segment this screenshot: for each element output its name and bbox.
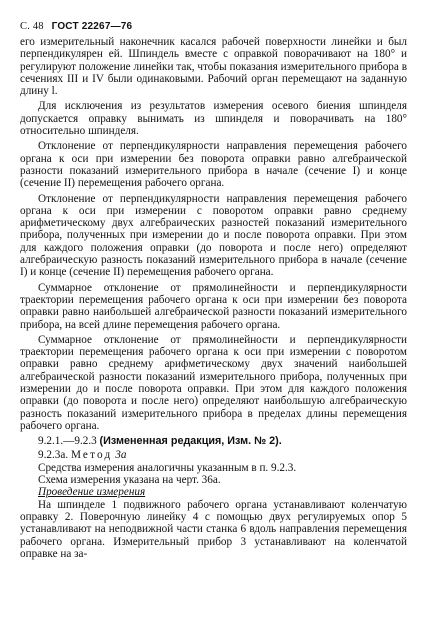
paragraph-4: Отклонение от перпендикулярности направления перемещения рабочего органа к оси при измерении с поворотом оправки равно среднему арифметическому двух алгебраических разностей показаний измерительного прибора, полученных при измерении до и после поворота оправки. При этом для каждого положения оправки (до поворота и после него) определяют алгебраическую разность показаний измерительного прибора в начале (сечение I) и конце (сечение II) перемещения рабочего органа. xyxy=(20,192,407,279)
paragraph-6: Суммарное отклонение от прямолинейности и перпендикулярности траектории перемещения рабочего органа к оси при измерении с поворотом оправки равно среднему арифметическому двух значений наибольшей алгебраической разности показаний измерительного прибора, полученных при измерении до и после поворота оправки. При этом для каждого положения оправки (до поворота и после него) определяют наибольшую алгебраическую разность показаний измерительного прибора в пределах длины перемещения рабочего органа. xyxy=(20,333,407,432)
paragraph-3: Отклонение от перпендикулярности направления перемещения рабочего органа к оси при измерении без поворота оправки равно алгебраической разности показаний измерительного прибора в начале (сечение I) и конце (сечение II) перемещения рабочего органа. xyxy=(20,140,407,190)
method-heading xyxy=(20,449,407,461)
measurement-tools-line: Средства измерения аналогичны указанным в п. 9.2.3. xyxy=(38,461,297,474)
method-label: Метод xyxy=(70,448,113,461)
paragraph-procedure: На шпинделе 1 подвижного рабочего органа устанавливают коленчатую оправку 2. Поверочную линейку 4 с помощью двух регулируемых опор 5 устанавливают на неподвижной части станка 6 вдоль направления перемещения рабочего органа. Измерительный прибор 3 устанавливают на коленчатой оправке на за- xyxy=(20,498,407,560)
edition-note-text: (Измененная редакция, Изм. № 2). xyxy=(99,435,282,448)
method-name: 3а xyxy=(115,448,127,461)
edition-note-range: 9.2.1.—9.2.3 xyxy=(38,435,97,448)
subheading xyxy=(20,486,407,498)
measurement-scheme-line: Схема измерения указана на черт. 36а. xyxy=(38,474,221,487)
method-number: 9.2.3а. xyxy=(38,448,69,461)
edition-note xyxy=(20,435,407,447)
page-header xyxy=(20,0,407,35)
subheading-text: Проведение измерения xyxy=(38,486,146,499)
document-body xyxy=(20,36,407,560)
paragraph-5: Суммарное отклонение от прямолинейности и перпендикулярности траектории перемещения рабочего органа к оси при измерении без поворота оправки равно наибольшей алгебраической разности показаний измерительного прибора, на всей длине перемещения рабочего органа. xyxy=(20,281,407,331)
standard-code: ГОСТ 22267—76 xyxy=(51,21,133,32)
paragraph-2: Для исключения из результатов измерения осевого биения шпинделя допускается оправку вынимать из шпинделя и поворачивать на 180° относительно шпинделя. xyxy=(20,100,407,138)
page-number: С. 48 xyxy=(20,21,44,32)
paragraph-1: его измерительный наконечник касался рабочей поверхности линейки и был перпендикулярен ей. Шпиндель вместе с оправкой поворачивают на 180° и регулируют положение линейки так, чтобы показания измерительного прибора в сечениях III и IV были одинаковыми. Рабочий орган перемещают на заданную длину l. xyxy=(20,36,407,98)
